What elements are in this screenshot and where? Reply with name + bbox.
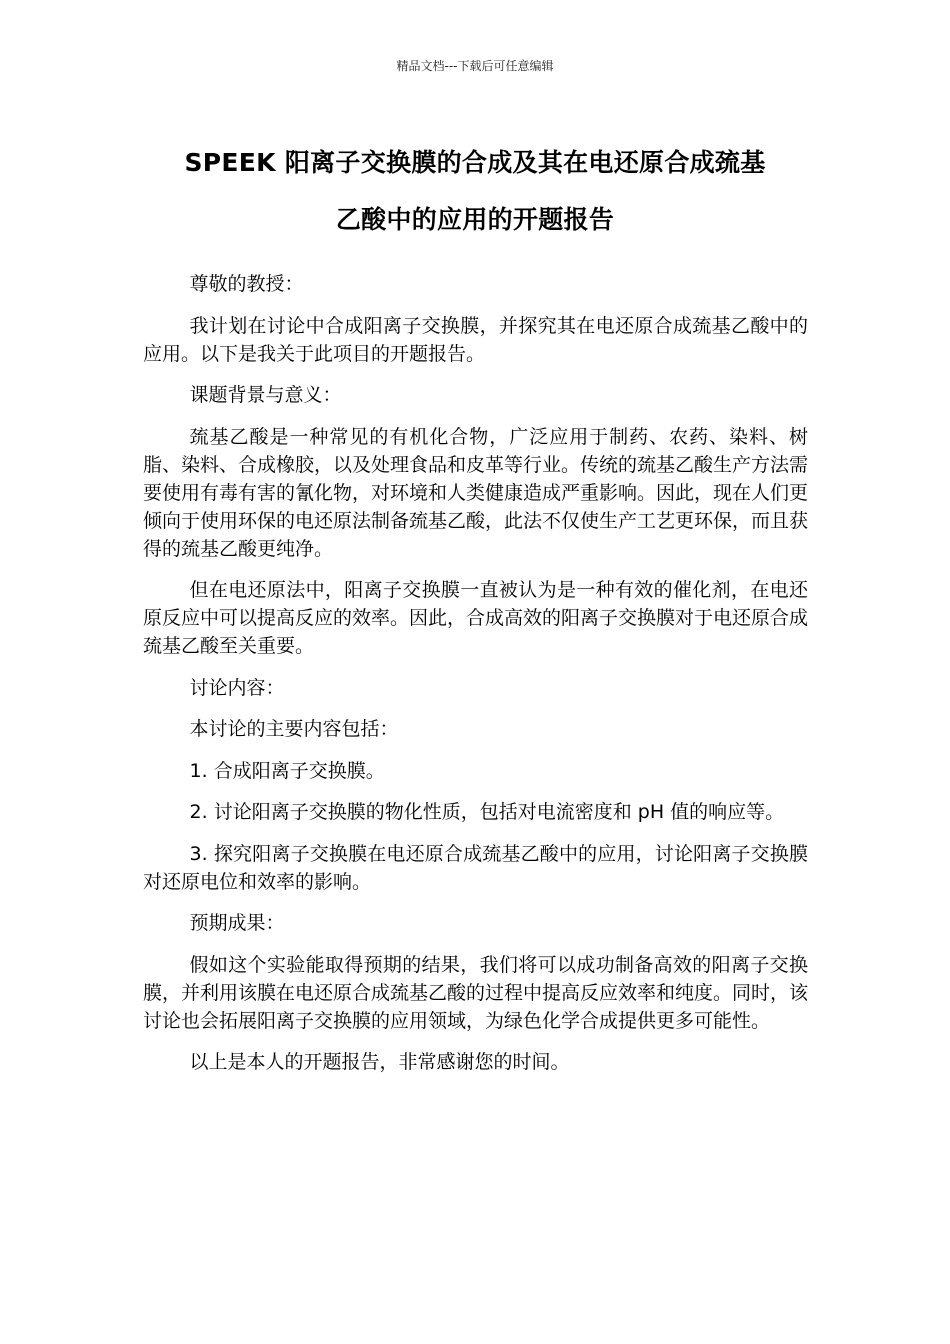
content-item-3: 3. 探究阳离子交换膜在电还原合成巯基乙酸中的应用，讨论阳离子交换膜对还原电位和效率的影响。 bbox=[143, 842, 808, 893]
content-item-2: 2. 讨论阳离子交换膜的物化性质，包括对电流密度和 pH 值的响应等。 bbox=[189, 801, 785, 823]
document-title bbox=[140, 134, 810, 248]
salutation: 尊敬的教授： bbox=[189, 273, 304, 295]
background-paragraph-2: 但在电还原法中，阳离子交换膜一直被认为是一种有效的催化剂，在电还原反应中可以提高反应的效率。因此，合成高效的阳离子交换膜对于电还原合成巯基乙酸至关重要。 bbox=[143, 579, 809, 657]
title-line-1: SPEEK 阳离子交换膜的合成及其在电还原合成巯基 bbox=[184, 148, 766, 177]
outcomes-paragraph: 假如这个实验能取得预期的结果，我们将可以成功制备高效的阳离子交换膜，并利用该膜在电还原合成巯基乙酸的过程中提高反应效率和纯度。同时，该讨论也会拓展阳离子交换膜的应用领域，为绿色化学合成提供更多可能性。 bbox=[143, 953, 809, 1032]
background-paragraph-1: 巯基乙酸是一种常见的有机化合物，广泛应用于制药、农药、染料、树脂、染料、合成橡胶，以及处理食品和皮革等行业。传统的巯基乙酸生产方法需要使用有毒有害的氰化物，对环境和人类健康造成严重影响。因此，现在人们更倾向于使用环保的电还原法制备巯基乙酸，此法不仅使生产工艺更环保，而且获得的巯基乙酸更纯净。 bbox=[143, 425, 809, 560]
intro-paragraph: 我计划在讨论中合成阳离子交换膜，并探究其在电还原合成巯基乙酸中的应用。以下是我关于此项目的开题报告。 bbox=[143, 314, 808, 365]
title-line-2: 乙酸中的应用的开题报告 bbox=[335, 205, 615, 234]
closing-paragraph: 以上是本人的开题报告，非常感谢您的时间。 bbox=[189, 1051, 570, 1073]
section-heading-background: 课题背景与意义： bbox=[189, 384, 342, 406]
section-heading-outcomes: 预期成果： bbox=[189, 912, 285, 934]
page-header: 精品文档---下载后可任意编辑 bbox=[396, 59, 554, 73]
section-heading-content: 讨论内容： bbox=[189, 676, 285, 699]
document-body bbox=[143, 270, 808, 1090]
content-intro: 本讨论的主要内容包括： bbox=[189, 718, 399, 740]
content-item-1: 1. 合成阳离子交换膜。 bbox=[189, 759, 385, 782]
